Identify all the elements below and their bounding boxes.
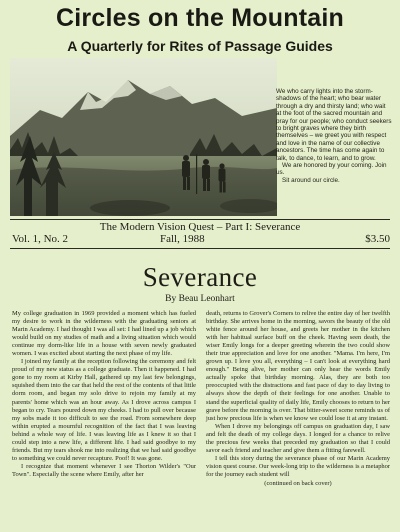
article-paragraph: I joined my family at the reception following the ceremony and felt proud of my new status as a college graduate. Then it happened. I had gone to my room at Kirby Hall, gathered up my last few belongings, squished them into the car that held the rest of the contents of that little dorm room, and began my solo drive to rejoin my family at my parents' home which was an hour away. As I drove across campus I began to cry. Tears poured down my cheeks. I had to pull over because my sobs made it too difficult to see the road. From somewhere deep within erupted a mournful recognition of the fact that I was leaving behind a whole way of life. I was leaving life as I knew it so that I could step into a new life, a different life. I had said goodbye to my friends. But my tears shook me into realizing that we had said goodbye to something we could never recapture. Poof! It was gone. [12, 358, 196, 462]
article-byline: By Beau Leonhart [165, 294, 235, 304]
article-paragraph: When I drove my belongings off campus on graduation day, I saw and felt the death of my college days. I longed for a chance to relive the precious few weeks that preceded my graduation so that I could savor each friend and teacher and give them a fitting farewell. [206, 422, 390, 454]
masthead-title: Circles on the Mountain [56, 4, 344, 32]
continued-note: (continued on back cover) [264, 479, 332, 487]
rocks [90, 200, 170, 216]
article-title: Severance [142, 262, 258, 292]
article-paragraph: I recognize that moment whenever I see Thorton Wilder's "Our Town". Especially the scene where Emily, after her [12, 462, 196, 478]
issue-price: $3.50 [365, 233, 390, 245]
poem-stanza: Sit around our circle. [282, 176, 340, 184]
issue-volume: Vol. 1, No. 2 [12, 233, 69, 245]
article-paragraph: death, returns to Grover's Corners to relive the entire day of her twelfth birthday. She arrives home in the morning, savors the beauty of the old white fence around her house, and greets her mother in the kitchen with her habitual surface buff on the cheek. Having seen death, the wiser Emily longs for a deeper greeting wherein the two could show their true appreciation and love for one another. "Mama. I'm here, I'm grown up. I love you all, everything – I can't look at everything hard enough." Being alive, her mother can only hear the words Emily actually spoke that birthday morning. Alas, they are both too preoccupied with the distractions and fast pace of day to day living to always show the depth of their feelings for one another. Unable to stand the superficial quality of daily life, Emily chooses to return to her grave before the morning is over. That bitter-sweet scene reminds us of just how precious life is when we know we could lose it at any instant. [206, 310, 390, 422]
poem-stanza: We are honored by your coming. Join us. [276, 162, 387, 177]
article-column-left [12, 310, 196, 479]
issue-info-row [12, 233, 390, 247]
welcome-poem [276, 88, 392, 184]
article-paragraph: I tell this story during the severance phase of our Marin Academy vision quest course. Our week-long trip to the wilderness is a metaphor for the journey each student will [206, 454, 390, 478]
mountain-photo-illustration [10, 58, 277, 216]
mountain-photo [10, 58, 277, 216]
poem-stanza: We who carry lights into the storm-shadows of the heart; who bear water through a dry and thirsty land; who wait at the foot of the sacred mountain and pray for our people; who conduct seekers to bright graves where they birth themselves – we greet you with respect and love in the name of our collective ancestors. The time has come again to talk, to dance, to learn, and to grow. [276, 88, 392, 162]
article-paragraph: My college graduation in 1969 provided a moment which has fueled my desire to work in the wilderness with the graduating seniors at Marin Academy. I had thought I was all set: I had lined up a job which would build on my studies of math and a living situation which would continue my dorm-like life in a house with seven newly graduated women. I was excited about starting the next phase of my life. [12, 310, 196, 358]
masthead-subtitle: A Quarterly for Rites of Passage Guides [67, 38, 333, 54]
divider [10, 248, 390, 249]
divider [10, 219, 390, 220]
issue-date: Fall, 1988 [160, 233, 205, 245]
article-column-right [206, 310, 390, 488]
issue-title: The Modern Vision Quest – Part I: Severance [99, 221, 301, 233]
